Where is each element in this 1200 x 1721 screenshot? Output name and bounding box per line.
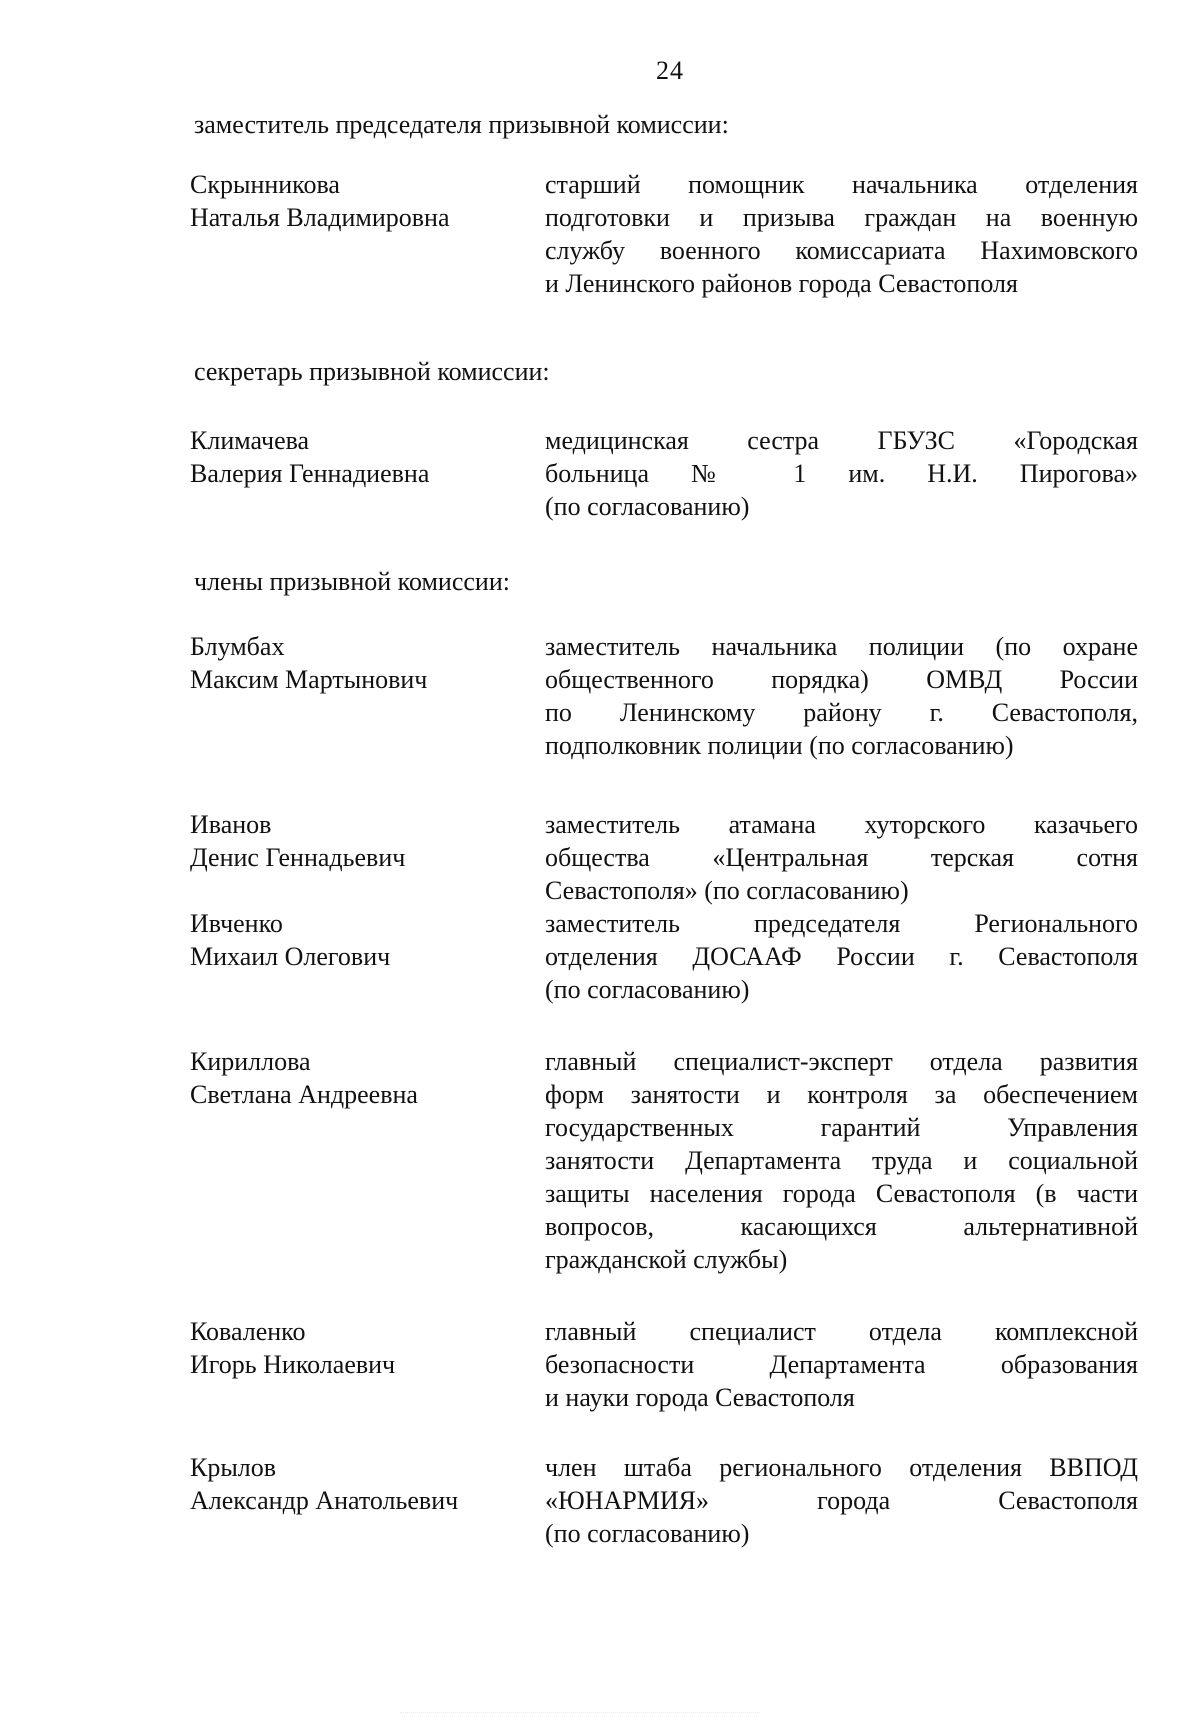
position-line: Севастополя» (по согласованию) <box>545 876 909 905</box>
member-name <box>190 1315 520 1381</box>
member-given-names: Александр Анатольевич <box>190 1486 459 1515</box>
position-line: «ЮНАРМИЯ» города Севастополя <box>545 1486 1138 1515</box>
position-line: отделения ДОСААФ России г. Севастополя <box>545 942 1138 971</box>
section-heading-deputy-chair: заместитель председателя призывной комиссии: <box>194 110 729 139</box>
member-surname: Ивченко <box>190 909 283 938</box>
member-position <box>545 808 1138 907</box>
member-surname: Климачева <box>190 426 310 455</box>
position-line: форм занятости и контроля за обеспечением <box>545 1080 1138 1109</box>
member-given-names: Светлана Андреевна <box>190 1080 418 1109</box>
member-surname: Коваленко <box>190 1317 306 1346</box>
position-line: медицинская сестра ГБУЗС «Городская <box>545 426 1138 455</box>
member-surname: Кириллова <box>190 1047 311 1076</box>
member-position <box>545 1451 1138 1550</box>
position-line: старший помощник начальника отделения <box>545 170 1138 199</box>
position-line: общественного порядка) ОМВД России <box>545 665 1138 694</box>
member-position <box>545 1315 1138 1414</box>
member-given-names: Максим Мартынович <box>190 665 428 694</box>
position-line: член штаба регионального отделения ВВПОД <box>545 1453 1138 1482</box>
member-given-names: Валерия Геннадиевна <box>190 459 430 488</box>
section-heading-secretary: секретарь призывной комиссии: <box>194 357 550 386</box>
member-name <box>190 168 520 234</box>
position-line: по Ленинскому району г. Севастополя, <box>545 698 1138 727</box>
position-line: и науки города Севастополя <box>545 1383 855 1412</box>
member-surname: Крылов <box>190 1453 277 1482</box>
position-line: защиты населения города Севастополя (в части <box>545 1179 1138 1208</box>
member-given-names: Денис Геннадьевич <box>190 843 406 872</box>
member-given-names: Михаил Олегович <box>190 942 391 971</box>
position-line: занятости Департамента труда и социальной <box>545 1146 1138 1175</box>
position-line: заместитель председателя Регионального <box>545 909 1138 938</box>
position-line: главный специалист-эксперт отдела развития <box>545 1047 1138 1076</box>
member-name <box>190 808 520 874</box>
section-heading-members: члены призывной комиссии: <box>194 567 510 596</box>
position-line: заместитель начальника полиции (по охране <box>545 632 1138 661</box>
member-position <box>545 1045 1138 1276</box>
member-given-names: Игорь Николаевич <box>190 1350 396 1379</box>
position-line: главный специалист отдела комплексной <box>545 1317 1138 1346</box>
member-name <box>190 424 520 490</box>
position-line: безопасности Департамента образования <box>545 1350 1138 1379</box>
page-number: 24 <box>656 56 684 85</box>
position-line: общества «Центральная терская сотня <box>545 843 1138 872</box>
member-position <box>545 907 1138 1006</box>
position-line: подготовки и призыва граждан на военную <box>545 203 1138 232</box>
scan-artifact <box>400 1712 760 1716</box>
position-line: государственных гарантий Управления <box>545 1113 1138 1142</box>
member-given-names: Наталья Владимировна <box>190 203 450 232</box>
position-line: вопросов, касающихся альтернативной <box>545 1212 1138 1241</box>
position-line: и Ленинского районов города Севастополя <box>545 269 1018 298</box>
position-line: гражданской службы) <box>545 1245 788 1274</box>
member-surname: Блумбах <box>190 632 285 661</box>
member-position <box>545 168 1138 300</box>
position-line: (по согласованию) <box>545 975 750 1004</box>
member-surname: Иванов <box>190 810 272 839</box>
member-name <box>190 1045 520 1111</box>
position-line: службу военного комиссариата Нахимовского <box>545 236 1138 265</box>
member-name <box>190 1451 520 1517</box>
member-surname: Скрынникова <box>190 170 340 199</box>
member-position <box>545 424 1138 523</box>
position-line: (по согласованию) <box>545 492 750 521</box>
position-line: подполковник полиции (по согласованию) <box>545 731 1014 760</box>
position-line: больница № 1 им. Н.И. Пирогова» <box>545 459 1138 488</box>
member-name <box>190 907 520 973</box>
member-position <box>545 630 1138 762</box>
position-line: (по согласованию) <box>545 1519 750 1548</box>
position-line: заместитель атамана хуторского казачьего <box>545 810 1138 839</box>
member-name <box>190 630 520 696</box>
